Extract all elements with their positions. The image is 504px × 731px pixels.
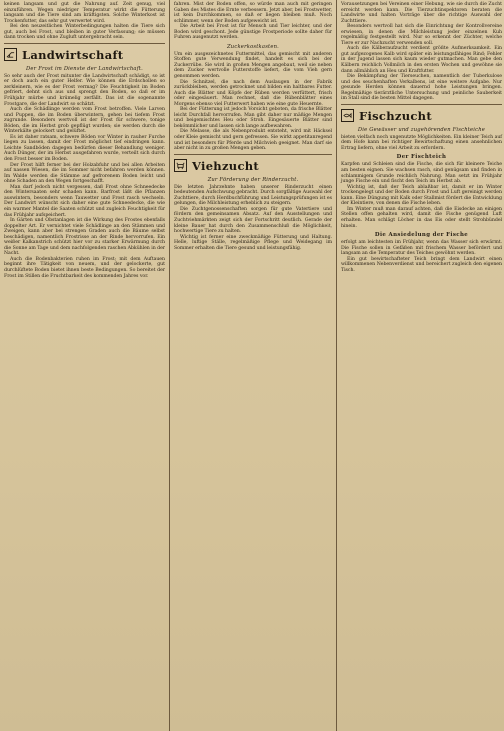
section-header-viehzucht	[174, 158, 332, 174]
paragraph: Karpfen und Schleien sind die Fische, die sich für kleinere Teiche am besten eignen. Sie wachsen rasch, sind genügsam und finden in schlammigem Grunde reichlich Nahrung. Man setzt im Frühjahr junge Fische ein und fischt den Teich im Herbst ab.	[341, 162, 502, 185]
section-title: Fischzucht	[359, 108, 432, 123]
article-subtitle: Zur Förderung der Rinderzucht.	[207, 176, 299, 183]
cattle-icon	[174, 159, 187, 172]
plough-icon	[4, 48, 17, 61]
paragraph: Die Zuchtgenossenschaften sorgen für gute Vatertiere und fördern den gemeinsamen Absatz. Auf den Ausstellungen und Zuchtviehmärkten zeigt sich der Fortschritt deutlich. Gerade der kleine Bauer hat durch den Zusammenschluß die Möglichkeit, hochwertige Tiere zu halten.	[174, 206, 332, 235]
paragraph: bieten vielfach noch ungenutzte Möglichkeiten. Ein kleiner Teich auf dem Hofe kann bei richtiger Bewirtschaftung einen ansehnlichen Ertrag liefern, ohne viel Arbeit zu erfordern.	[341, 134, 502, 151]
paragraph: Die Bekämpfung der Tierseuchen, namentlich der Tuberkulose und des seuchenhaften Verkalbens, ist eine weitere Aufgabe. Nur gesunde Herden können dauernd hohe Leistungen bringen. Regelmäßige tierärztliche Untersuchung und peinliche Sauberkeit im Stall sind die besten Mittel dagegen.	[341, 74, 502, 102]
paragraph: Bei den neuzeitlichen Winterbedingungen halten die Tiere sich gut, auch bei Frost, und bleiben in guter Verfassung; sie müssen dann trocken und ohne Zugluft untergebracht sein.	[4, 24, 165, 41]
paragraph: keinen langsam und gut die Nahrung auf. Zeit genug, viel einzuführen. Wegen niedriger Temperatur wirkt die Fütterung langsam und die Tiere sind am kräftigsten. Solche Winterkost ist Trockenfutter, das sehr gut verwertet wird.	[4, 2, 165, 24]
article-subtitle: Die Gewässer und zugehörenden Fischteiche	[357, 126, 486, 133]
paragraph: Vorausetzungen bei Vereinen einer Hebung, wie sie durch die Zucht erreicht werden kann. Die Tierzuchtinspektoren beraten die Landwirte und halten Vorträge über die richtige Auswahl der Zuchttiere.	[341, 2, 502, 24]
section-header-fischzucht	[341, 108, 502, 124]
paragraph: Auch die Schädlinge werden vom Frost betroffen. Viele Larven und Puppen, die im Boden überwintern, gehen bei tiefem Frost zugrunde. Besonders wertvoll ist der Frost für schwere, tonige Böden, die im Herbst grob gepflügt wurden; sie werden durch die Winterkälte gelockert und gelüftet.	[4, 107, 165, 135]
column-rule	[169, 0, 170, 731]
paragraph: So sehr auch der Frost mitunter die Landwirtschaft schädigt, so ist er doch auch ein guter Helfer. Wie können die Erdschollen so zerkleinern, wie es der Frost vermag? Die Feuchtigkeit im Boden gefriert, dehnt sich aus und sprengt den Boden, so daß er im Frühjahr mürbe und krümelig zerfällt. Das ist die sogenannte Frostgare, die der Landwirt so schätzt.	[4, 73, 165, 107]
paragraph: Im Winter muß man darauf achten, daß die Eisdecke an einigen Stellen offen gehalten wird, damit die Fische genügend Luft erhalten. Man schlägt Löcher in das Eis oder stellt Strohbündel hinein.	[341, 206, 502, 229]
paragraph: Man darf jedoch nicht vergessen, daß Frost ohne Schneedecke den Wintersaaten sehr schaden kann. Barfrost läßt die Pflanzen auswintern, besonders wenn Tauwetter und Frost rasch wechseln. Der Landwirt wünscht sich daher eine gute Schneedecke, die wie ein warmer Mantel die Saaten schützt und zugleich Feuchtigkeit für das Frühjahr aufspeichert.	[4, 184, 165, 218]
article-subheading: Der Fischteich	[396, 154, 447, 161]
paragraph: Die Melasse, die als Nebenprodukt entsteht, wird mit Häcksel oder Kleie gemischt und gern gefressen. Sie wirkt appetitanregend und ist besonders für Pferde und Milchvieh geeignet. Man darf sie aber nicht in zu großen Mengen geben.	[174, 129, 332, 152]
divider	[4, 43, 165, 44]
column-middle	[171, 0, 335, 731]
paragraph: Auch die Kälberaufzucht verdient größte Aufmerksamkeit. Ein gut aufgezogenes Kalb wird später ein leistungsfähiges Rind; Fehler in der Jugend lassen sich kaum wieder gutmachen. Man gebe den Kälbern reichlich Vollmilch in den ersten Wochen und gewöhne sie dann allmählich an Heu und Kraftfutter.	[341, 46, 502, 74]
section-title: Viehzucht	[192, 158, 260, 173]
paragraph: Auch die Bodenbakterien ruhen im Frost; mit dem Auftauen beginnt ihre Tätigkeit von neuem, und der gelockerte, gut durchlüftete Boden bietet ihnen beste Bedingungen. So bereitet der Frost im Stillen die Fruchtbarkeit des kommenden Jahres vor.	[4, 256, 165, 279]
divider	[341, 104, 502, 105]
article-subheading: Die Ansiedelung der Fische	[374, 232, 469, 239]
paragraph: Bei der Fütterung ist jedoch Vorsicht geboten, da frische Blätter leicht Durchfall hervorrufen. Man gibt daher nur mäßige Mengen und beigemischtes Heu oder Stroh. Eingesäuerte Blätter sind bekömmlicher und lassen sich lange aufbewahren.	[174, 107, 332, 129]
paragraph: Wichtig ist ferner eine zweckmäßige Fütterung und Haltung. Helle, luftige Ställe, regelmäßige Pflege und Weidegang im Sommer erhalten die Tiere gesund und leistungsfähig.	[174, 234, 332, 251]
paragraph: erfolgt am leichtesten im Frühjahr, wenn das Wasser sich erwärmt. Die Fische sollen in Gefäßen mit frischem Wasser befördert und langsam an die Temperatur des Teiches gewöhnt werden.	[341, 240, 502, 257]
paragraph: Um ein ausgezeichnetes Futtermittel, das gemischt mit anderen Stoffen gute Verwendung findet, handelt es sich bei der Zuckerrübe. Sie wird in großen Mengen angebaut, weil sie neben dem Zucker wertvolle Futterstoffe liefert, die vom Vieh gern genommen werden.	[174, 51, 332, 80]
column-rule	[336, 0, 337, 731]
paragraph: Wichtig ist, daß der Teich ablaßbar ist, damit er im Winter trockengelegt und der Boden durch Frost und Luft gereinigt werden kann. Eine Düngung mit Kalk oder Stallmist fördert die Entwicklung der Kleintiere, von denen die Fische leben.	[341, 184, 502, 207]
divider	[174, 154, 332, 155]
paragraph: Es ist daher ratsam, schwere Böden vor Winter in rauher Furche liegen zu lassen, damit der Frost möglichst tief eindringen kann. Leichte Sandböden dagegen bedürfen dieser Behandlung weniger. Auch Dünger, der im Herbst ausgefahren wurde, verteilt sich durch den Frost besser im Boden.	[4, 134, 165, 163]
paragraph: Der Frost hilft ferner bei der Holzabfuhr und bei allen Arbeiten auf nassen Wiesen, die im Sommer nicht befahren werden können. Im Walde werden die Stämme auf gefrorenem Boden leicht und ohne Schaden an den Wegen fortgeschafft.	[4, 162, 165, 185]
section-title: Landwirtschaft	[22, 47, 124, 62]
section-header-landwirtschaft	[4, 47, 165, 63]
column-right	[338, 0, 504, 731]
fish-icon	[341, 109, 354, 122]
paragraph: In Gärten und Obstanlagen ist die Wirkung des Frostes ebenfalls doppelter Art. Er vernichtet viele Schädlinge an den Stämmen und Zweigen, kann aber bei strengen Graden auch die Bäume selbst beschädigen, namentlich Frostrisse an der Rinde hervorrufen. Ein weißer Kalkanstrich schützt hier vor zu starker Erwärmung durch die Sonne am Tage und dem nachfolgenden raschen Abkühlen in der Nacht.	[4, 218, 165, 257]
paragraph: Die Schnitzel, die nach dem Auslaugen in der Fabrik zurückbleiben, werden getrocknet und bilden ein haltbares Futter. Auch die Blätter und Köpfe der Rüben werden verfüttert, frisch oder eingesäuert. Man rechnet, daß die Rübenblätter eines Morgens ebenso viel Futterwert haben wie eine gute Heuernte.	[174, 79, 332, 107]
paragraph: Die Arbeit bei Frost ist für Mensch und Tier leichter, und der Boden wird geschont. Jede günstige Frostperiode sollte daher für Fuhren ausgenutzt werden.	[174, 24, 332, 41]
paragraph: Ein gut bewirtschafteter Teich bringt dem Landwirt einen willkommenen Nebenverdienst und bereichert zugleich den eigenen Tisch.	[341, 256, 502, 273]
paragraph: Die letzten Jahrzehnte haben unserer Rinderzucht einen bedeutenden Aufschwung gebracht. Durch sorgfältige Auswahl der Zuchttiere, durch Herdbuchführung und Leistungsprüfungen ist es gelungen, die Milchleistung erheblich zu steigern.	[174, 184, 332, 207]
paragraph: fahren. Mist der Boden offen, so würde man auch mit geringen Gaben des Mistes die Ernte verbessern. Jetzt aber, bei Frostwetter, ist kein Durchkommen, so daß er liegen bleiben muß. Noch schlimmer, wenn der Boden aufgeweicht ist.	[174, 2, 332, 24]
article-subtitle: Zuckerkostkasten.	[227, 43, 279, 50]
paragraph: Besonders wertvoll hat sich die Einrichtung der Kontrollvereine erwiesen, in denen die Milchleistung jeder einzelnen Kuh regelmäßig festgestellt wird. Nur so erkennt der Züchter, welche Tiere er zur Nachzucht verwenden soll.	[341, 24, 502, 46]
article-subtitle: Der Frost im Dienste der Landwirtschaft.	[26, 65, 143, 72]
column-left	[0, 0, 168, 731]
